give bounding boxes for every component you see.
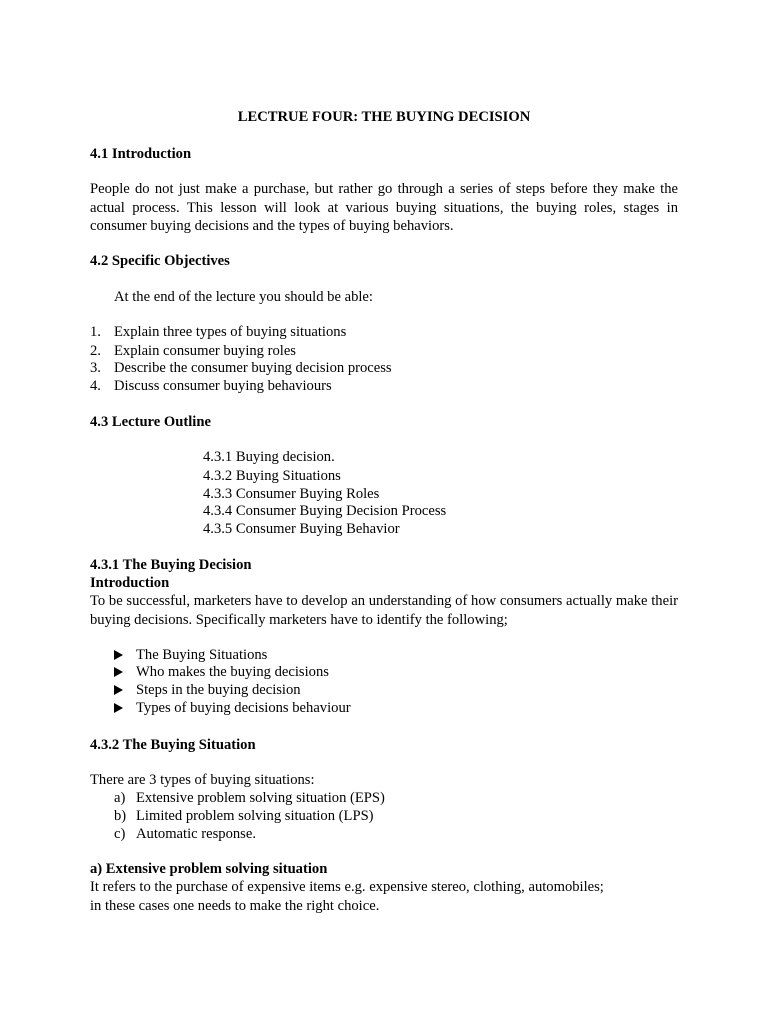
eps-text-line-2: in these cases one needs to make the right choice. [90, 898, 380, 914]
arrow-bullet-icon [114, 667, 123, 677]
section-heading-buying-decision: 4.3.1 The Buying Decision [90, 557, 252, 573]
list-number: 2. [90, 343, 101, 359]
section-heading-objectives: 4.2 Specific Objectives [90, 253, 230, 269]
objectives-lead: At the end of the lecture you should be able: [114, 289, 373, 305]
section-heading-eps: a) Extensive problem solving situation [90, 861, 328, 877]
list-item-text: Steps in the buying decision [136, 682, 301, 698]
outline-item: 4.3.3 Consumer Buying Roles [203, 486, 380, 502]
intro-paragraph: People do not just make a purchase, but rather go through a series of steps before they make the actual process. This lesson will look at various buying situations, the buying roles, stages in consumer buying decisions and the types of buying behaviors. [90, 181, 678, 234]
arrow-bullet-icon [114, 650, 123, 660]
list-item-text: Types of buying decisions behaviour [136, 700, 351, 716]
list-letter: c) [114, 826, 126, 842]
arrow-bullet-icon [114, 685, 123, 695]
list-item-text: Who makes the buying decisions [136, 664, 329, 680]
buying-situation-lead: There are 3 types of buying situations: [90, 772, 315, 788]
list-number: 4. [90, 378, 101, 394]
list-letter: a) [114, 790, 126, 806]
list-item-text: Extensive problem solving situation (EPS) [136, 790, 385, 806]
list-number: 1. [90, 324, 101, 340]
arrow-bullet-icon [114, 703, 123, 713]
outline-item: 4.3.5 Consumer Buying Behavior [203, 521, 400, 537]
list-item-text: The Buying Situations [136, 647, 268, 663]
list-item-text: Automatic response. [136, 826, 256, 842]
outline-item: 4.3.1 Buying decision. [203, 449, 335, 465]
section-heading-outline: 4.3 Lecture Outline [90, 414, 211, 430]
list-item-text: Describe the consumer buying decision process [114, 360, 392, 376]
section-heading-buying-situation: 4.3.2 The Buying Situation [90, 737, 256, 753]
outline-item: 4.3.2 Buying Situations [203, 468, 341, 484]
section-heading-introduction: 4.1 Introduction [90, 146, 192, 162]
eps-text-line-1: It refers to the purchase of expensive items e.g. expensive stereo, clothing, automobiles; [90, 879, 604, 895]
list-number: 3. [90, 360, 101, 376]
document-title: LECTRUE FOUR: THE BUYING DECISION [237, 109, 531, 125]
buying-decision-paragraph: To be successful, marketers have to develop an understanding of how consumers actually make their buying decisions. Specifically marketers have to identify the following; [90, 593, 678, 628]
list-item-text: Explain consumer buying roles [114, 343, 296, 359]
list-item-text: Explain three types of buying situations [114, 324, 347, 340]
list-item-text: Limited problem solving situation (LPS) [136, 808, 374, 824]
outline-item: 4.3.4 Consumer Buying Decision Process [203, 503, 447, 519]
subheading-introduction: Introduction [90, 575, 170, 591]
list-letter: b) [114, 808, 127, 824]
list-item-text: Discuss consumer buying behaviours [114, 378, 332, 394]
